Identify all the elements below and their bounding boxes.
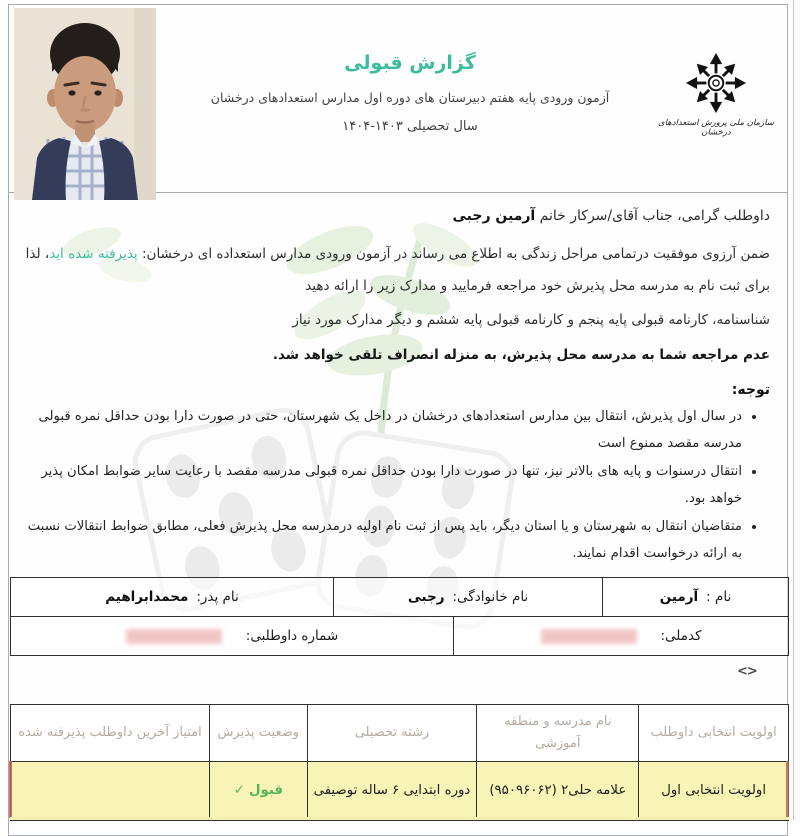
academic-year: سال تحصیلی ۱۴۰۳-۱۴۰۴ bbox=[342, 119, 478, 134]
results-header-row bbox=[11, 705, 789, 762]
page-title: گزارش قبولی bbox=[344, 52, 476, 74]
page-subtitle: آزمون ورودی پایه هفتم دبیرستان های دوره اول مدارس استعدادهای درخشان bbox=[210, 90, 610, 105]
highlight-edge-left bbox=[9, 761, 12, 818]
angle-brackets-mark: <> bbox=[737, 664, 757, 679]
nodet-emblem-icon bbox=[685, 52, 747, 114]
screen-edge-line bbox=[793, 0, 794, 820]
major-cell: دوره ابتدایی ۶ ساله توصیفی bbox=[307, 762, 477, 821]
results-data-row bbox=[11, 762, 789, 821]
father-name-label: نام پدر: bbox=[196, 589, 239, 605]
candidate-number-cell bbox=[11, 617, 454, 655]
note-item: • انتقال درسنوات و پایه های بالاتر نیز، تنها در صورت دارا بودن حداقل نمره قبولی مدرسه مقصد با رعایت سایر ضوابط امکان پذیر خواهد بود. bbox=[24, 459, 742, 512]
accepted-status-text: پذیرفته شده اید bbox=[49, 246, 138, 262]
acceptance-paragraph bbox=[22, 238, 770, 302]
header-status: وضعیت پذیرش bbox=[210, 705, 308, 762]
family-name-value: رجبی bbox=[407, 589, 445, 605]
checkmark-icon: ✓ bbox=[233, 782, 245, 798]
student-info-table bbox=[10, 577, 789, 656]
warning-line: عدم مراجعه شما به مدرسه محل پذیرش، به منزله انصراف تلقی خواهد شد. bbox=[272, 347, 770, 363]
highlight-edge-right bbox=[786, 761, 789, 818]
table-row bbox=[11, 616, 788, 655]
candidate-photo bbox=[14, 8, 156, 200]
header-last-score: امتیاز آخرین داوطلب پذیرفته شده bbox=[11, 705, 210, 762]
national-id-cell bbox=[454, 617, 788, 655]
candidate-number-redacted-value bbox=[126, 629, 222, 644]
documents-line: شناسنامه، کارنامه قبولی پایه پنجم و کارنامه قبولی پایه ششم و دیگر مدارک مورد نیاز bbox=[292, 312, 770, 328]
screen-edge-strip bbox=[794, 0, 800, 820]
note-item: • در سال اول پذیرش، انتقال بین مدارس استعدادهای درخشان در داخل یک شهرستان، حتی در صورت دارا بودن حداقل نمره قبولی مدرسه مقصد ممنوع است bbox=[24, 404, 742, 457]
table-row bbox=[11, 578, 788, 616]
attention-label: توجه: bbox=[731, 382, 770, 398]
national-id-label: کدملی: bbox=[660, 628, 702, 644]
national-id-redacted-value bbox=[541, 629, 637, 644]
header-priority: اولویت انتخابی داوطلب bbox=[639, 705, 789, 762]
family-name-cell bbox=[334, 578, 603, 616]
name-label: نام : bbox=[706, 589, 732, 605]
greeting-prefix: داوطلب گرامی، جناب آقای/سرکار خانم bbox=[535, 208, 770, 224]
report-header bbox=[160, 52, 660, 134]
status-text: قبول bbox=[248, 782, 283, 798]
father-name-value: محمدابراهیم bbox=[105, 589, 189, 605]
paragraph-text-after: ، لذا برای ثبت نام به مدرسه محل پذیرش خود مراجعه فرمایید و مدارک زیر را ارائه دهید bbox=[25, 246, 770, 294]
father-name-cell bbox=[11, 578, 334, 616]
name-value: آرمین bbox=[659, 589, 699, 605]
greeting-line bbox=[30, 208, 770, 224]
candidate-number-label: شماره داوطلبی: bbox=[245, 628, 339, 644]
header-major: رشته تحصیلی bbox=[307, 705, 477, 762]
priority-cell: اولویت انتخابی اول bbox=[639, 762, 789, 821]
notes-list bbox=[24, 404, 760, 569]
last-score-cell bbox=[11, 762, 210, 821]
admission-results-table bbox=[10, 704, 789, 821]
organization-logo bbox=[650, 52, 782, 138]
candidate-name: آرمین رجبی bbox=[452, 208, 536, 224]
logo-caption: سازمان ملی پرورش استعدادهای درخشان bbox=[658, 118, 774, 138]
paragraph-text: ضمن آرزوی موفقیت درتمامی مراحل زندگی به اطلاع می رساند در آزمون ورودی مدارس استعداده ای درخشان: bbox=[137, 246, 770, 262]
status-cell bbox=[210, 762, 308, 821]
header-school: نام مدرسه و منطقه آموزشی bbox=[477, 705, 639, 762]
school-cell: علامه حلی۲ (۹۵۰۹۶۰۶۲) bbox=[477, 762, 639, 821]
family-name-label: نام خانوادگی: bbox=[452, 589, 529, 605]
name-cell bbox=[603, 578, 788, 616]
note-item: • متقاضیان انتقال به شهرستان و یا استان دیگر، باید پس از ثبت نام اولیه درمدرسه محل پذیرش فعلی، مطابق ضوابط انتقالات نسبت به ارائه درخواست اقدام نمایند. bbox=[24, 514, 742, 567]
